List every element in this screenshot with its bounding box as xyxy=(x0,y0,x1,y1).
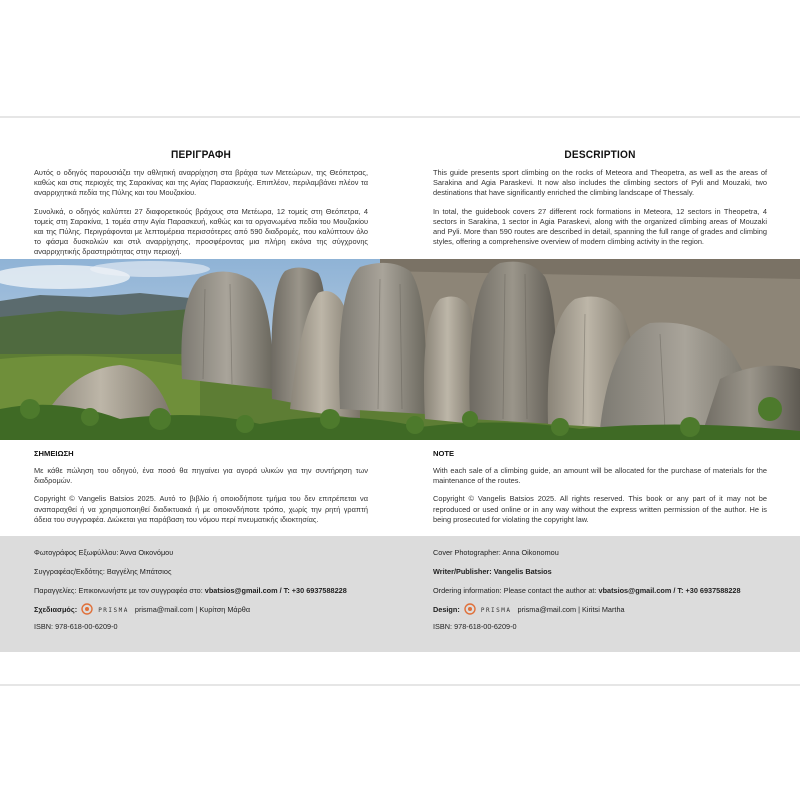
greek-order-text: Επικοινωνήστε με τον συγγραφέα στο: xyxy=(78,586,203,595)
english-design-label: Design: xyxy=(433,604,460,614)
greek-writer-credit xyxy=(34,567,171,576)
greek-cover-label: Φωτογράφος Εξωφύλλου: xyxy=(34,548,119,557)
greek-note-text: Με κάθε πώληση του οδηγού, ένα ποσό θα πηγαίνει για αγορά υλικών για την συντήρηση των διαδρομών. xyxy=(34,466,368,486)
greek-writer-label: Συγγραφέας/Εκδότης: xyxy=(34,567,105,576)
prisma-logo-text: PRISMA xyxy=(98,606,129,614)
greek-isbn: ISBN: 978-618-00-6209-0 xyxy=(34,622,118,631)
greek-description-section xyxy=(34,149,368,258)
greek-description-para1: Αυτός ο οδηγός παρουσιάζει την αθλητική αναρρίχηση στα βράχια των Μετεώρων, της Θεόπετρας, καθώς και στις περιοχές της Σαρακίνας και της Αγίας Παρασκευής. Επιπλέον, περιλαμβάνει πλέον τα αναρριχητικά πεδία της Πύλης και του Μουζακίου. xyxy=(34,168,368,198)
english-writer-label: Writer/Publisher: xyxy=(433,567,492,576)
english-order-label: Ordering information: xyxy=(433,586,502,595)
english-note-title: NOTE xyxy=(433,449,455,458)
greek-description-title: ΠΕΡΙΓΡΑΦΗ xyxy=(170,149,232,161)
prisma-logo-icon xyxy=(464,603,476,617)
top-divider xyxy=(0,116,800,118)
credits-band xyxy=(0,536,800,652)
greek-note-title: ΣΗΜΕΙΩΣΗ xyxy=(34,449,74,458)
english-design-credit xyxy=(433,603,625,617)
english-writer-value: Vangelis Batsios xyxy=(493,567,552,576)
greek-design-value: prisma@mail.com | Κυρίτση Μάρθα xyxy=(134,604,251,614)
greek-design-credit xyxy=(34,603,250,617)
english-description-section xyxy=(433,149,767,247)
english-cover-credit xyxy=(433,548,559,557)
english-order-contact[interactable]: vbatsios@gmail.com / T: +30 6937588228 xyxy=(598,586,741,595)
greek-design-label: Σχεδιασμός: xyxy=(34,604,78,614)
english-order-text: Please contact the author at: xyxy=(503,586,597,595)
bottom-divider xyxy=(0,684,800,686)
greek-cover-credit xyxy=(34,548,173,557)
greek-copyright-text: Copyright © Vangelis Batsios 2025. Αυτό το βιβλίο ή οποιοδήποτε τμήμα του δεν επιτρέπεται να αναπαραχθεί ή να χρησιμοποιηθεί διαδικτυακά ή με οποιονδήποτε τρόπο, χωρίς την ρητή γραπτή άδεια του συγγραφέα. Διώκεται για παράβαση του νόμου περί πνευματικής ιδιοκτησίας. xyxy=(34,494,368,524)
prisma-logo-text: PRISMA xyxy=(480,606,512,614)
english-description-para1: This guide presents sport climbing on the rocks of Meteora and Theopetra, as well as the areas of Sarakina and Agia Paraskevi. It now also includes the climbing sectors of Pyli and Mouzaki, two destinations that have significantly enriched the climbing landscape of Thessaly. xyxy=(433,168,767,198)
english-cover-value: Anna Oikonomou xyxy=(502,548,559,557)
english-cover-label: Cover Photographer: xyxy=(433,548,501,557)
english-note-text: With each sale of a climbing guide, an amount will be allocated for the purchase of materials for the maintenance of the routes. xyxy=(433,466,767,486)
greek-cover-value: Άννα Οικονόμου xyxy=(120,548,174,557)
greek-order-contact[interactable]: vbatsios@gmail.com / T: +30 6937588228 xyxy=(204,586,347,595)
english-design-value: prisma@mail.com | Kiritsi Martha xyxy=(517,604,625,614)
english-note-section xyxy=(433,449,767,525)
english-writer-credit xyxy=(433,567,552,576)
greek-order-label: Παραγγελίες: xyxy=(34,586,77,595)
greek-note-section xyxy=(34,449,368,525)
english-description-para2: In total, the guidebook covers 27 different rock formations in Meteora, 12 sectors in Theopetra, 4 sectors in Sarakina, 1 sector in Agia Paraskevi, along with the organized climbing areas of Mouzaki and Pyli. More than 590 routes are described in detail, spanning the full range of grades and climbing styles, offering a comprehensive overview of modern climbing activity in the region. xyxy=(433,206,767,247)
english-order-credit xyxy=(433,586,741,595)
prisma-logo-icon xyxy=(81,603,93,617)
greek-order-credit xyxy=(34,586,347,595)
greek-writer-value: Βαγγέλης Μπάτσιος xyxy=(106,567,172,576)
meteora-rocks-photo xyxy=(0,259,800,440)
english-isbn: ISBN: 978-618-00-6209-0 xyxy=(433,622,517,631)
greek-description-para2: Συνολικά, ο οδηγός καλύπτει 27 διαφορετικούς βράχους στα Μετέωρα, 12 τομείς στη Θεόπετρα, 4 τομείς στη Σαρακίνα, 1 τομέα στην Αγία Παρασκευή, καθώς και τα οργανωμένα πεδία του Μουζακίου και της Πύλης. Περιγράφονται με λεπτομέρεια περισσότερες από 590 διαδρομές, που καλύπτουν όλο το φάσμα δυσκολιών και στιλ αναρρίχησης, προσφέροντας μια πλήρη εικόνα της σύγχρονης αναρριχητικής δραστηριότητας στην περιοχή. xyxy=(34,206,368,257)
english-description-title: DESCRIPTION xyxy=(564,149,636,161)
english-copyright-text: Copyright © Vangelis Batsios 2025. All rights reserved. This book or any part of it may not be reproduced or used online or in any way without the express written permission of the author. He is being prosecuted for violating the copyright law. xyxy=(433,494,767,524)
